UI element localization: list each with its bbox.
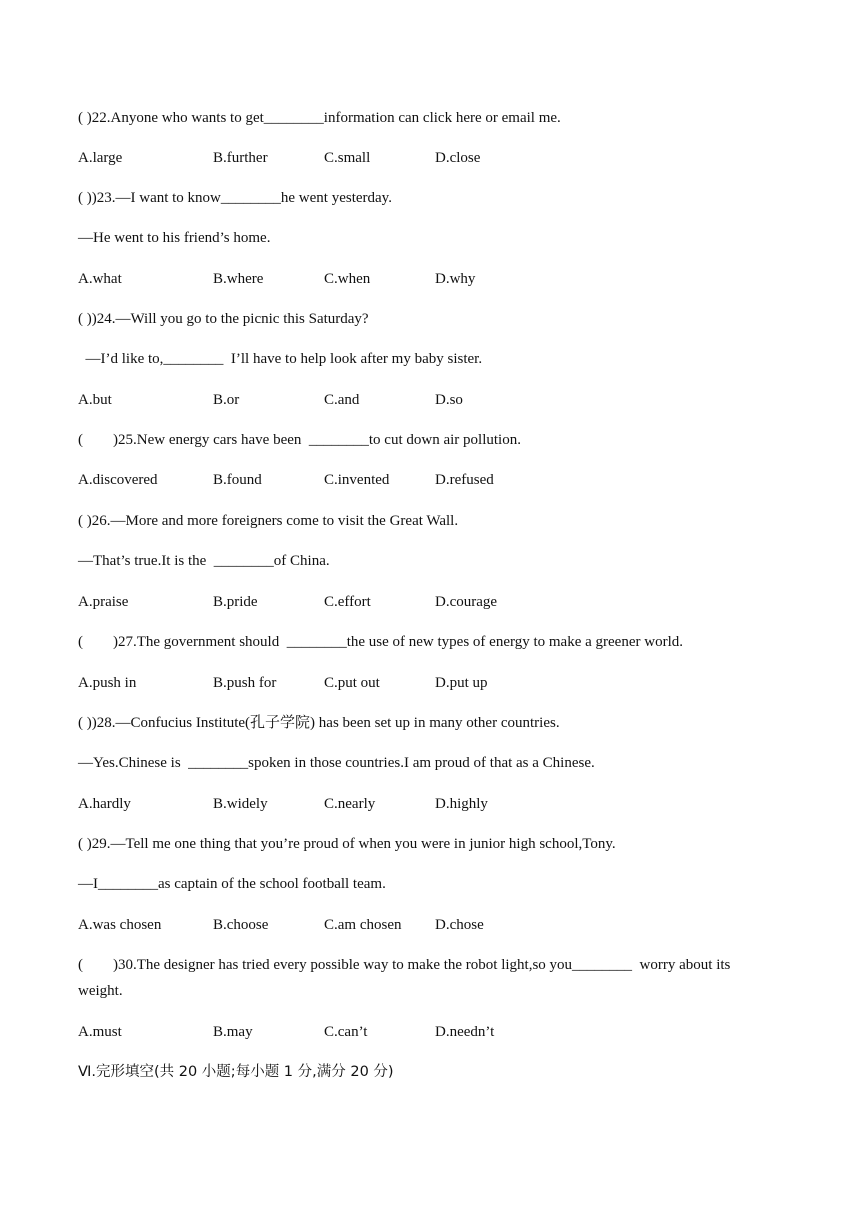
question-24-options bbox=[78, 391, 778, 409]
option-c: C.put out bbox=[324, 675, 380, 691]
question-22-stem: ( )22.Anyone who wants to get________information can click here or email me. bbox=[78, 110, 561, 126]
option-d: D.chose bbox=[435, 917, 484, 933]
option-b: B.may bbox=[213, 1024, 253, 1040]
option-b: B.push for bbox=[213, 675, 277, 691]
option-c: C.nearly bbox=[324, 796, 376, 812]
option-c: C.effort bbox=[324, 594, 371, 610]
option-c: C.invented bbox=[324, 472, 390, 488]
question-24-stem: ( ))24.—Will you go to the picnic this Saturday? bbox=[78, 311, 369, 327]
question-30-stem: ( )30.The designer has tried every possible way to make the robot light,so you________ worry about its weight. bbox=[78, 957, 735, 999]
question-23-options bbox=[78, 270, 778, 288]
question-26-options bbox=[78, 593, 778, 611]
option-c: C.small bbox=[324, 150, 371, 166]
question-25-options bbox=[78, 471, 778, 489]
option-d: D.needn’t bbox=[435, 1024, 495, 1040]
question-28-options bbox=[78, 795, 778, 813]
question-22-options bbox=[78, 149, 778, 167]
option-a: A.discovered bbox=[78, 472, 158, 488]
option-b: B.found bbox=[213, 472, 262, 488]
option-c: C.can’t bbox=[324, 1024, 368, 1040]
question-30-options bbox=[78, 1023, 778, 1041]
option-d: D.why bbox=[435, 271, 476, 287]
option-d: D.courage bbox=[435, 594, 498, 610]
option-a: A.was chosen bbox=[78, 917, 162, 933]
option-d: D.refused bbox=[435, 472, 494, 488]
option-b: B.widely bbox=[213, 796, 268, 812]
option-b: B.pride bbox=[213, 594, 258, 610]
question-28-reply: —Yes.Chinese is ________spoken in those countries.I am proud of that as a Chinese. bbox=[78, 755, 595, 771]
option-a: A.but bbox=[78, 392, 112, 408]
question-27-stem: ( )27.The government should ________the use of new types of energy to make a greener world. bbox=[78, 634, 683, 650]
option-d: D.so bbox=[435, 392, 463, 408]
option-a: A.must bbox=[78, 1024, 122, 1040]
question-29-reply: —I________as captain of the school football team. bbox=[78, 876, 386, 892]
option-a: A.what bbox=[78, 271, 122, 287]
section-heading-cloze: Ⅵ.完形填空(共 20 小题;每小题 1 分,满分 20 分) bbox=[78, 1064, 394, 1080]
question-29-stem: ( )29.—Tell me one thing that you’re proud of when you were in junior high school,Tony. bbox=[78, 836, 616, 852]
question-27-options bbox=[78, 674, 778, 692]
option-d: D.highly bbox=[435, 796, 488, 812]
option-b: B.or bbox=[213, 392, 240, 408]
question-25-stem: ( )25.New energy cars have been ________to cut down air pollution. bbox=[78, 432, 521, 448]
question-28-stem: ( ))28.—Confucius Institute(孔子学院) has been set up in many other countries. bbox=[78, 715, 560, 731]
question-23-stem: ( ))23.—I want to know________he went yesterday. bbox=[78, 190, 392, 206]
option-d: D.put up bbox=[435, 675, 488, 691]
option-a: A.large bbox=[78, 150, 123, 166]
question-26-reply: —That’s true.It is the ________of China. bbox=[78, 553, 330, 569]
option-c: C.and bbox=[324, 392, 360, 408]
option-c: C.when bbox=[324, 271, 371, 287]
option-a: A.praise bbox=[78, 594, 129, 610]
option-b: B.choose bbox=[213, 917, 269, 933]
question-29-options bbox=[78, 916, 778, 934]
option-d: D.close bbox=[435, 150, 481, 166]
option-c: C.am chosen bbox=[324, 917, 402, 933]
option-a: A.push in bbox=[78, 675, 137, 691]
question-26-stem: ( )26.—More and more foreigners come to visit the Great Wall. bbox=[78, 513, 459, 529]
option-b: B.where bbox=[213, 271, 264, 287]
question-24-reply: —I’d like to,________ I’ll have to help look after my baby sister. bbox=[78, 351, 483, 367]
option-a: A.hardly bbox=[78, 796, 131, 812]
option-b: B.further bbox=[213, 150, 268, 166]
question-23-reply: —He went to his friend’s home. bbox=[78, 230, 271, 246]
